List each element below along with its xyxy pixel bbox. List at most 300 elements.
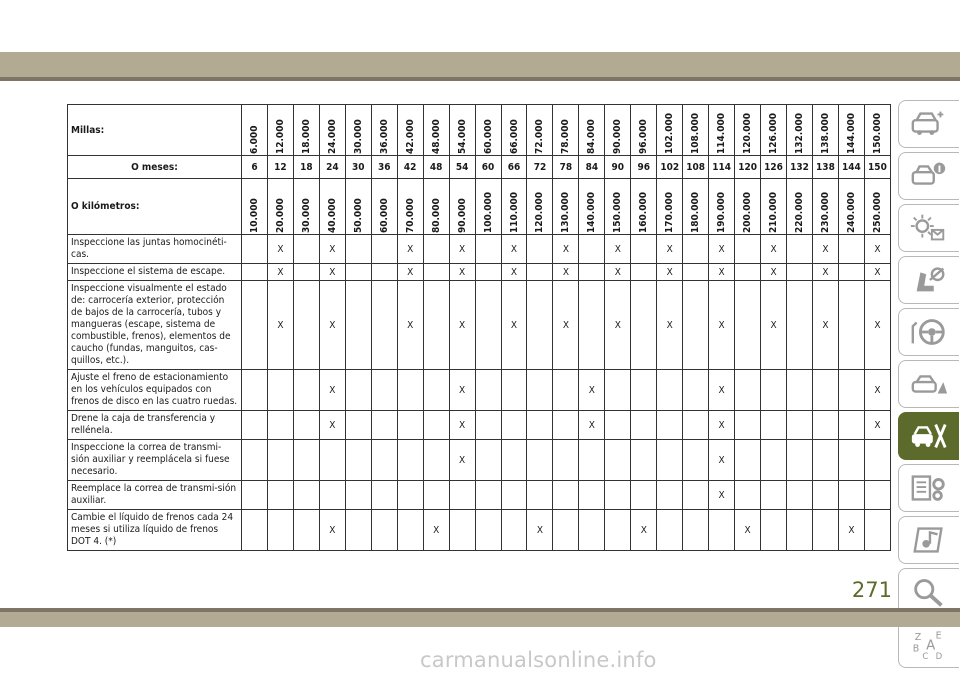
schedule-mark [293, 440, 319, 481]
interval-cell: 150 [864, 156, 890, 179]
interval-cell: 108 [683, 156, 709, 179]
interval-cell: 48 [423, 156, 449, 179]
schedule-mark [345, 235, 371, 264]
interval-label: 220.000 [794, 191, 806, 233]
schedule-mark: X [397, 281, 423, 370]
schedule-mark [735, 235, 761, 264]
schedule-mark: X [864, 235, 890, 264]
schedule-mark: X [605, 235, 631, 264]
interval-cell [683, 105, 709, 156]
schedule-mark [761, 411, 787, 440]
schedule-mark [267, 411, 293, 440]
car-emergency-icon [909, 368, 949, 400]
schedule-mark: X [319, 370, 345, 411]
schedule-mark [267, 481, 293, 510]
interval-cell: 42 [397, 156, 423, 179]
interval-cell [579, 179, 605, 235]
schedule-mark: X [761, 281, 787, 370]
schedule-mark: X [267, 235, 293, 264]
interval-cell [579, 105, 605, 156]
schedule-mark [683, 264, 709, 281]
schedule-mark [812, 370, 838, 411]
interval-label: 210.000 [768, 191, 780, 233]
interval-label: 42.000 [404, 119, 416, 154]
schedule-mark: X [319, 510, 345, 551]
table-row [68, 440, 891, 481]
schedule-mark: X [553, 281, 579, 370]
interval-label: 230.000 [819, 191, 831, 233]
schedule-mark [397, 440, 423, 481]
schedule-mark [423, 440, 449, 481]
schedule-mark [293, 281, 319, 370]
schedule-mark: X [605, 264, 631, 281]
schedule-mark [293, 264, 319, 281]
schedule-mark [319, 481, 345, 510]
schedule-mark [735, 481, 761, 510]
interval-cell [812, 179, 838, 235]
interval-cell [345, 179, 371, 235]
schedule-mark [345, 510, 371, 551]
interval-label: 110.000 [508, 191, 520, 233]
schedule-mark [579, 481, 605, 510]
warning-lights-icon [909, 212, 949, 244]
search-index-icon [909, 576, 949, 608]
schedule-mark [838, 264, 864, 281]
task-description: Cambie el líquido de frenos cada 24 meses si utiliza líquido de frenos DOT 4. (*) [68, 510, 242, 551]
schedule-mark: X [267, 281, 293, 370]
schedule-mark [345, 281, 371, 370]
interval-label: 66.000 [508, 119, 520, 154]
schedule-mark [293, 411, 319, 440]
schedule-mark [735, 370, 761, 411]
schedule-mark: X [864, 264, 890, 281]
interval-cell: 126 [761, 156, 787, 179]
interval-cell: 54 [449, 156, 475, 179]
schedule-mark: X [397, 264, 423, 281]
schedule-mark: X [657, 235, 683, 264]
schedule-mark: X [449, 281, 475, 370]
schedule-mark [787, 370, 813, 411]
schedule-mark [475, 411, 501, 440]
schedule-mark [631, 281, 657, 370]
schedule-mark [553, 370, 579, 411]
interval-cell [293, 105, 319, 156]
schedule-mark [371, 281, 397, 370]
schedule-mark: X [449, 411, 475, 440]
interval-cell [242, 105, 268, 156]
watermark: carmanualsonline.info [420, 648, 657, 672]
schedule-mark [761, 440, 787, 481]
schedule-mark [475, 264, 501, 281]
schedule-mark [657, 481, 683, 510]
interval-cell [501, 179, 527, 235]
schedule-mark: X [267, 264, 293, 281]
schedule-mark [527, 481, 553, 510]
interval-label: 130.000 [560, 191, 572, 233]
schedule-mark: X [605, 281, 631, 370]
interval-cell [787, 105, 813, 156]
interval-cell [735, 105, 761, 156]
schedule-mark: X [812, 264, 838, 281]
schedule-mark [475, 281, 501, 370]
schedule-mark [553, 481, 579, 510]
row-label: Millas: [68, 105, 242, 156]
schedule-mark: X [501, 235, 527, 264]
svg-text:D: D [935, 652, 943, 660]
schedule-mark: X [709, 264, 735, 281]
schedule-mark [475, 481, 501, 510]
schedule-mark [579, 281, 605, 370]
interval-cell [527, 105, 553, 156]
schedule-mark [501, 440, 527, 481]
interval-label: 190.000 [716, 191, 728, 233]
sidebar-tab[interactable] [898, 516, 959, 564]
schedule-mark [293, 510, 319, 551]
interval-label: 12.000 [274, 119, 286, 154]
schedule-mark [683, 235, 709, 264]
schedule-mark [345, 370, 371, 411]
schedule-mark [397, 370, 423, 411]
schedule-mark [787, 411, 813, 440]
interval-label: 20.000 [274, 197, 286, 233]
schedule-mark: X [501, 281, 527, 370]
schedule-mark [267, 510, 293, 551]
schedule-mark: X [319, 411, 345, 440]
schedule-mark [501, 481, 527, 510]
sidebar-tab[interactable] [898, 256, 959, 304]
sidebar-tab[interactable] [898, 620, 959, 668]
schedule-mark: X [423, 510, 449, 551]
schedule-mark [631, 264, 657, 281]
interval-cell [267, 179, 293, 235]
schedule-mark [293, 235, 319, 264]
schedule-mark: X [761, 235, 787, 264]
schedule-mark [838, 440, 864, 481]
interval-cell: 12 [267, 156, 293, 179]
interval-cell [475, 179, 501, 235]
schedule-mark [345, 481, 371, 510]
interval-label: 72.000 [534, 119, 546, 154]
interval-cell [838, 105, 864, 156]
schedule-mark [475, 510, 501, 551]
interval-cell: 60 [475, 156, 501, 179]
interval-label: 18.000 [300, 119, 312, 154]
schedule-mark [267, 370, 293, 411]
schedule-mark [683, 510, 709, 551]
interval-cell [657, 179, 683, 235]
schedule-mark [527, 440, 553, 481]
interval-cell [787, 179, 813, 235]
table-row [68, 264, 891, 281]
schedule-mark [423, 264, 449, 281]
task-description: Inspeccione la correa de transmi-sión auxiliar y reemplácela si fuese necesario. [68, 440, 242, 481]
interval-label: 240.000 [845, 191, 857, 233]
schedule-mark [242, 481, 268, 510]
svg-text:A: A [926, 638, 936, 654]
schedule-mark [683, 481, 709, 510]
schedule-mark: X [864, 281, 890, 370]
schedule-mark: X [553, 235, 579, 264]
interval-cell: 102 [657, 156, 683, 179]
schedule-mark: X [449, 264, 475, 281]
schedule-mark [709, 510, 735, 551]
schedule-mark [345, 440, 371, 481]
interval-label: 96.000 [638, 119, 650, 154]
schedule-mark [475, 440, 501, 481]
schedule-mark [605, 411, 631, 440]
schedule-mark: X [579, 411, 605, 440]
schedule-mark: X [838, 510, 864, 551]
footer-band [0, 612, 960, 627]
task-description: Reemplace la correa de transmi-sión auxiliar. [68, 481, 242, 510]
interval-cell: 132 [787, 156, 813, 179]
schedule-mark [683, 440, 709, 481]
interval-cell: 84 [579, 156, 605, 179]
schedule-mark [735, 281, 761, 370]
schedule-mark [735, 264, 761, 281]
interval-cell [371, 105, 397, 156]
schedule-mark: X [527, 510, 553, 551]
interval-label: 84.000 [586, 119, 598, 154]
sidebar-tab[interactable] [898, 412, 959, 460]
schedule-mark [838, 370, 864, 411]
interval-cell [761, 179, 787, 235]
schedule-mark: X [864, 370, 890, 411]
schedule-mark [242, 370, 268, 411]
interval-cell [838, 179, 864, 235]
schedule-mark [838, 411, 864, 440]
interval-label: 60.000 [482, 119, 494, 154]
interval-label: 50.000 [352, 197, 364, 233]
schedule-mark [371, 481, 397, 510]
interval-cell: 144 [838, 156, 864, 179]
interval-cell [319, 105, 345, 156]
schedule-mark [423, 281, 449, 370]
interval-cell: 18 [293, 156, 319, 179]
interval-cell [683, 179, 709, 235]
schedule-mark [371, 440, 397, 481]
interval-cell [449, 105, 475, 156]
schedule-mark [397, 481, 423, 510]
interval-cell [527, 179, 553, 235]
interval-label: 120.000 [534, 191, 546, 233]
schedule-mark: X [449, 235, 475, 264]
schedule-mark [579, 264, 605, 281]
interval-cell [709, 179, 735, 235]
sidebar-tab[interactable] [898, 464, 959, 512]
interval-cell [501, 105, 527, 156]
row-label: O kilómetros: [68, 179, 242, 235]
schedule-mark [812, 411, 838, 440]
interval-cell [812, 105, 838, 156]
interval-cell [864, 179, 890, 235]
schedule-mark [657, 510, 683, 551]
interval-cell: 24 [319, 156, 345, 179]
interval-label: 140.000 [586, 191, 598, 233]
schedule-mark [735, 440, 761, 481]
schedule-mark [605, 481, 631, 510]
interval-cell [293, 179, 319, 235]
interval-cell [631, 105, 657, 156]
interval-label: 54.000 [456, 119, 468, 154]
interval-cell [475, 105, 501, 156]
schedule-mark: X [735, 510, 761, 551]
schedule-mark: X [709, 235, 735, 264]
schedule-mark [423, 370, 449, 411]
schedule-mark: X [812, 281, 838, 370]
interval-label: 120.000 [742, 113, 754, 154]
specifications-icon [909, 472, 949, 504]
interval-cell [605, 105, 631, 156]
interval-cell: 96 [631, 156, 657, 179]
svg-text:C: C [922, 652, 929, 660]
sidebar-tab[interactable] [898, 152, 959, 200]
interval-cell: 72 [527, 156, 553, 179]
schedule-mark [397, 510, 423, 551]
schedule-mark [475, 370, 501, 411]
interval-label: 108.000 [690, 113, 702, 154]
interval-label: 150.000 [612, 191, 624, 233]
chapter-sidebar [898, 100, 960, 672]
schedule-mark [683, 411, 709, 440]
schedule-mark [345, 264, 371, 281]
schedule-mark: X [761, 264, 787, 281]
interval-cell: 90 [605, 156, 631, 179]
schedule-mark [527, 411, 553, 440]
interval-label: 10.000 [249, 197, 260, 233]
svg-text:E: E [935, 630, 942, 642]
schedule-mark [631, 370, 657, 411]
sidebar-tab[interactable] [898, 360, 959, 408]
schedule-mark [527, 235, 553, 264]
schedule-mark [371, 370, 397, 411]
schedule-mark [657, 370, 683, 411]
schedule-mark [553, 440, 579, 481]
interval-cell [864, 105, 890, 156]
language-index-icon [909, 628, 949, 660]
schedule-mark: X [657, 264, 683, 281]
schedule-mark [787, 264, 813, 281]
schedule-mark [838, 281, 864, 370]
interval-label: 30.000 [352, 119, 364, 154]
interval-cell [553, 179, 579, 235]
schedule-mark [605, 510, 631, 551]
schedule-mark [475, 235, 501, 264]
schedule-mark [683, 281, 709, 370]
schedule-mark [579, 510, 605, 551]
interval-label: 180.000 [690, 191, 702, 233]
table-row [68, 481, 891, 510]
schedule-mark [761, 481, 787, 510]
schedule-mark: X [319, 235, 345, 264]
interval-label: 30.000 [300, 197, 312, 233]
schedule-mark: X [709, 370, 735, 411]
schedule-mark [501, 510, 527, 551]
schedule-mark [527, 370, 553, 411]
interval-cell: 138 [812, 156, 838, 179]
schedule-mark [449, 510, 475, 551]
seat-airbag-icon [909, 264, 949, 296]
page-number: 271 [851, 578, 892, 602]
table-row [68, 411, 891, 440]
schedule-mark [371, 510, 397, 551]
schedule-mark [579, 235, 605, 264]
interval-cell [371, 179, 397, 235]
interval-cell: 78 [553, 156, 579, 179]
interval-cell [319, 179, 345, 235]
schedule-mark: X [553, 264, 579, 281]
schedule-mark [242, 281, 268, 370]
schedule-mark [838, 481, 864, 510]
interval-label: 78.000 [560, 119, 572, 154]
schedule-mark [242, 440, 268, 481]
task-description: Inspeccione el sistema de escape. [68, 264, 242, 281]
top-margin [0, 0, 960, 48]
schedule-mark [657, 440, 683, 481]
schedule-mark [787, 510, 813, 551]
schedule-mark [293, 481, 319, 510]
interval-label: 138.000 [819, 113, 831, 154]
interval-cell [345, 105, 371, 156]
interval-cell [657, 105, 683, 156]
schedule-mark [631, 235, 657, 264]
schedule-mark [812, 510, 838, 551]
schedule-mark [864, 510, 890, 551]
sidebar-tab[interactable] [898, 100, 959, 148]
interval-label: 6.000 [249, 125, 260, 154]
interval-label: 100.000 [482, 191, 494, 233]
svg-text:Z: Z [914, 632, 922, 644]
sidebar-tab[interactable] [898, 204, 959, 252]
interval-label: 24.000 [326, 119, 338, 154]
interval-cell: 30 [345, 156, 371, 179]
schedule-mark: X [631, 510, 657, 551]
schedule-mark: X [449, 440, 475, 481]
schedule-mark [787, 235, 813, 264]
interval-label: 102.000 [664, 113, 676, 154]
schedule-mark [605, 370, 631, 411]
schedule-mark [242, 264, 268, 281]
schedule-mark [527, 264, 553, 281]
schedule-mark [631, 411, 657, 440]
schedule-mark [293, 370, 319, 411]
interval-label: 48.000 [430, 119, 442, 154]
interval-cell [397, 105, 423, 156]
schedule-mark [761, 370, 787, 411]
task-description: Ajuste el freno de estacionamiento en los vehículos equipados con frenos de disco en las cuatro ruedas. [68, 370, 242, 411]
schedule-mark [631, 440, 657, 481]
interval-cell [449, 179, 475, 235]
schedule-mark [735, 411, 761, 440]
interval-cell [242, 179, 268, 235]
schedule-mark [423, 411, 449, 440]
schedule-mark [423, 481, 449, 510]
interval-cell [423, 105, 449, 156]
interval-label: 126.000 [768, 113, 780, 154]
schedule-mark [553, 510, 579, 551]
months-row [68, 156, 891, 179]
schedule-mark: X [319, 264, 345, 281]
schedule-mark [579, 440, 605, 481]
interval-label: 250.000 [871, 191, 883, 233]
schedule-mark: X [579, 370, 605, 411]
schedule-mark [553, 411, 579, 440]
sidebar-tab[interactable] [898, 308, 959, 356]
table-row [68, 235, 891, 264]
schedule-mark [319, 440, 345, 481]
schedule-mark [787, 481, 813, 510]
miles-row [68, 105, 891, 156]
